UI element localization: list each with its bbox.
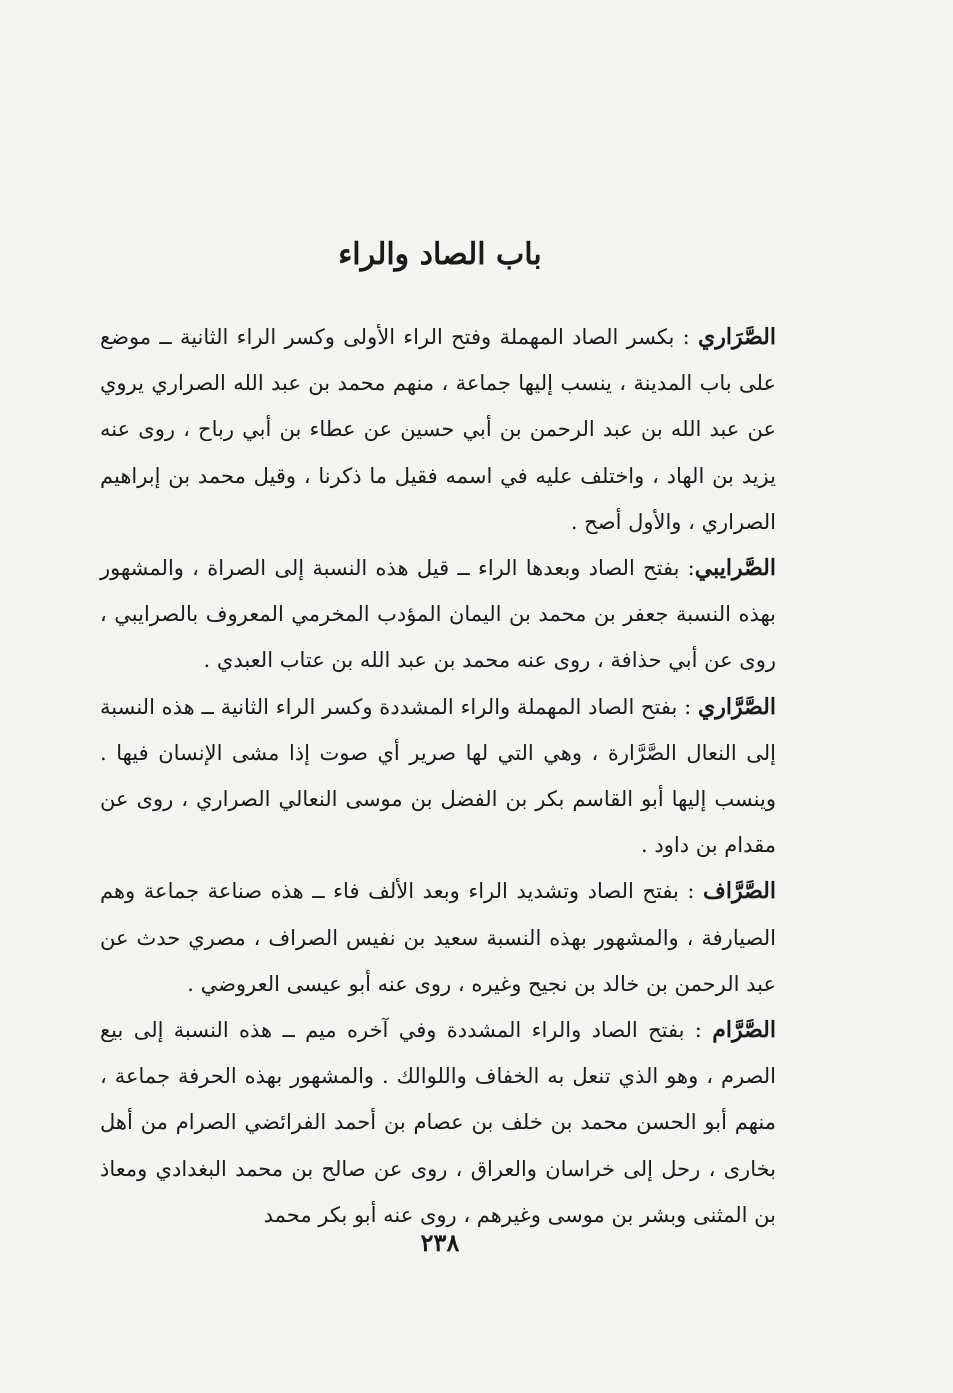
entry-sarram — [100, 1007, 776, 1238]
entry-sarari — [100, 314, 776, 545]
entry-headword: الصَّرَاري — [698, 324, 776, 350]
entry-headword: الصَّرَّام — [712, 1017, 776, 1044]
page-number: ٢٣٨ — [420, 1228, 460, 1257]
entry-saraibi — [100, 545, 776, 684]
entry-text: : بفتح الصاد وتشديد الراء وبعد الألف فاء ــ هذه صناعة جماعة وهم الصيارفة ، والمشهور بهذه النسبة سعيد بن نفيس الصراف ، مصري حدث عن عبد الرحمن بن خالد بن نجيح وغيره ، روى عنه أبو عيسى العروضي . — [100, 879, 776, 996]
chapter-title: باب الصاد والراء — [338, 237, 542, 272]
entry-text: : بفتح الصاد وبعدها الراء ــ قيل هذه النسبة إلى الصراة ، والمشهور بهذه النسبة جعفر بن محمد بن اليمان المؤدب المخرمي المعروف بالصرايبي ، روى عن أبي حذافة ، روى عنه محمد بن عبد الله بن عتاب العبدي . — [100, 556, 776, 673]
entry-text: : بكسر الصاد المهملة وفتح الراء الأولى وكسر الراء الثانية ــ موضع على باب المدينة ، ينسب إليها جماعة ، منهم محمد بن عبد الله الصراري يروي عن عبد الله بن عبد الرحمن بن أبي حسين عن عطاء بن أبي رباح ، روى عنه يزيد بن الهاد ، واختلف عليه في اسمه فقيل ما ذكرنا ، وقيل محمد بن إبراهيم الصراري ، والأول أصح . — [100, 325, 776, 534]
entry-headword: الصَّرايبي — [694, 555, 776, 582]
entry-headword: الصَّرَّاري — [698, 693, 776, 720]
entry-sarrari — [100, 684, 776, 869]
body-text — [100, 314, 776, 1238]
entry-text: : بفتح الصاد والراء المشددة وفي آخره ميم ــ هذه النسبة إلى بيع الصرم ، وهو الذي تنعل به الخفاف واللوالك . والمشهور بهذه الحرفة جماعة ، منهم أبو الحسن محمد بن خلف بن عصام بن أحمد الفرائضي الصرام من أهل بخارى ، رحل إلى خراسان والعراق ، روى عن صالح بن محمد البغدادي ومعاذ بن المثنى وبشر بن موسى وغيرهم ، روى عنه أبو بكر محمد — [100, 1018, 776, 1227]
entry-headword: الصَّرَّاف — [703, 878, 776, 905]
entry-text: : بفتح الصاد المهملة والراء المشددة وكسر الراء الثانية ــ هذه النسبة إلى النعال الصَّرَّارة ، وهي التي لها صرير أي صوت إذا مشى الإنسان فيها . وينسب إليها أبو القاسم بكر بن الفضل بن موسى النعالي الصراري ، روى عن مقدام بن داود . — [100, 694, 776, 858]
entry-sarraf — [100, 868, 776, 1007]
